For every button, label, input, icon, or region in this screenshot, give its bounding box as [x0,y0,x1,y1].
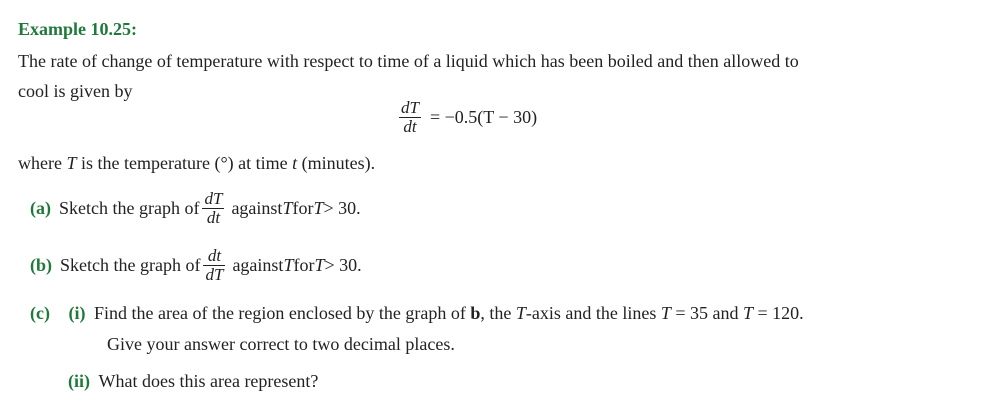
part-b-frac-num: dt [207,246,222,265]
part-c-i-T3: T [743,303,754,323]
part-c-label: (c) [30,303,50,323]
part-a-text3: for [292,198,314,218]
part-a-text1: Sketch the graph of [59,198,200,218]
part-b-cond-T: T [314,255,325,275]
part-a-cond: > 30. [323,198,361,218]
part-a-cond-T: T [313,198,324,218]
part-a-label: (a) [30,198,51,218]
part-c-i-text3: -axis and the lines [525,303,661,323]
part-b-label: (b) [30,255,52,275]
part-a-T: T [282,198,293,218]
part-b-text3: for [293,255,315,275]
part-c-line1 [30,303,804,324]
part-c-i-T2: T [660,303,671,323]
part-c-i-label: (i) [68,303,86,323]
part-b-frac-den: dT [205,265,224,284]
part-c-i-text2: , the [480,303,516,323]
where-suffix: (minutes). [297,153,376,173]
part-a-fraction [202,190,224,227]
where-line [18,153,375,174]
part-b [30,247,362,284]
part-c-ii-text: What does this area represent? [98,371,319,391]
part-c-i-line2: Give your answer correct to two decimal places. [107,334,455,354]
part-b-fraction [203,247,225,284]
part-a [30,190,361,227]
where-t: t [292,153,298,173]
part-b-text2: against [232,255,284,275]
part-c-ii [68,371,318,392]
part-c-i-T: T [515,303,526,323]
where-prefix: where [18,153,67,173]
part-a-frac-num: dT [204,189,223,208]
part-b-T: T [283,255,294,275]
where-middle: is the temperature (°) at time [76,153,293,173]
part-b-text1: Sketch the graph of [60,255,201,275]
part-a-frac-den: dt [202,208,224,227]
equation-denominator: dt [399,117,421,136]
example-heading: Example 10.25: [18,19,137,39]
equation-fraction [399,99,421,136]
display-equation [396,99,537,136]
where-T: T [66,153,77,173]
part-c-i-text1: Find the area of the region enclosed by the graph of [93,303,471,323]
part-c-ii-label: (ii) [68,371,90,391]
intro-line-2: cool is given by [18,81,133,101]
part-a-text2: against [231,198,283,218]
part-c-i-text5: = 120. [753,303,804,323]
equation-numerator: dT [401,98,419,117]
equation-rhs: = −0.5(T − 30) [429,107,538,127]
part-c-i-text4: = 35 and [670,303,744,323]
part-c-i-bold: b [470,303,481,323]
intro-line-1: The rate of change of temperature with respect to time of a liquid which has been boiled and then allowed to [18,51,799,71]
part-b-cond: > 30. [324,255,362,275]
